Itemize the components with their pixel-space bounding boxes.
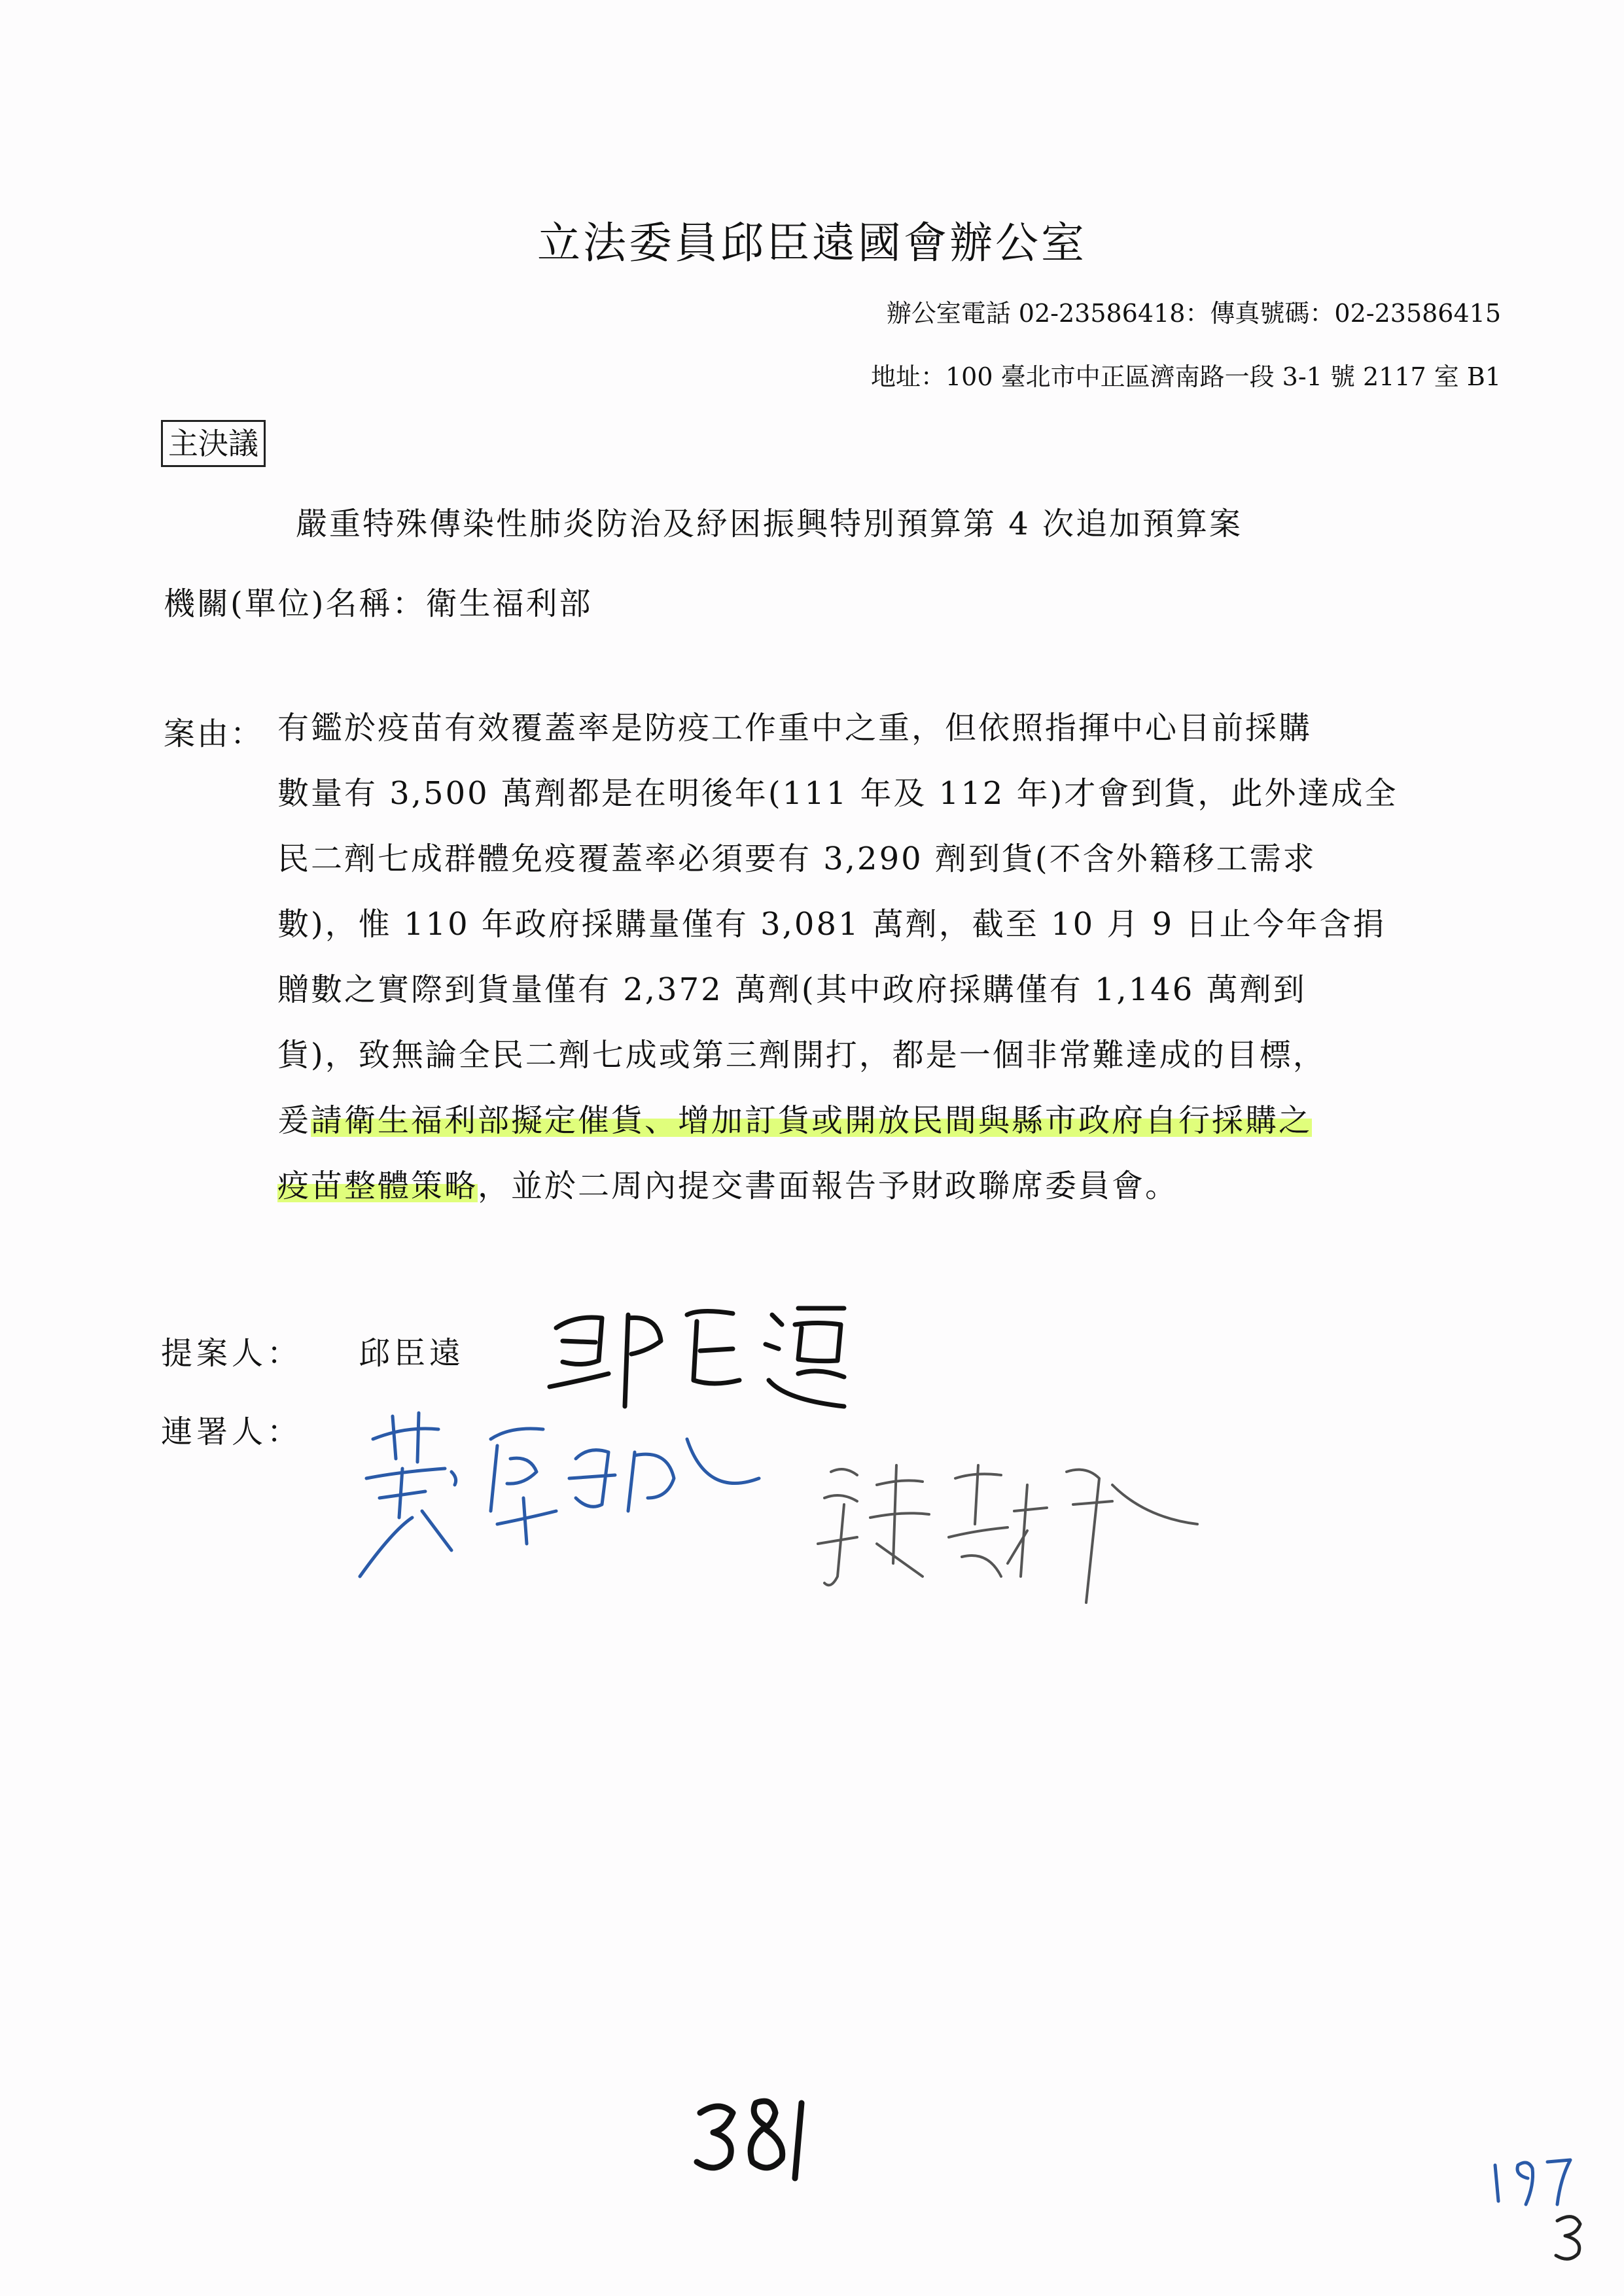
- reason-line-prefix: 爰: [277, 1102, 311, 1139]
- cosigner-signature-1: [340, 1400, 798, 1596]
- handwritten-page-number: [687, 2093, 818, 2185]
- highlighted-strategy: 疫苗整體策略: [277, 1168, 478, 1204]
- office-phone-line: 辦公室電話 02-23586418：傳真號碼：02-23586415: [886, 299, 1501, 328]
- reason-line: 貨)，致無論全民二劑七成或第三劑開打，都是一個非常難達成的目標，: [277, 1037, 1326, 1073]
- reason-line: [277, 1166, 1508, 1232]
- cosigner-signature-2: [805, 1446, 1210, 1616]
- reason-label: 案由：: [164, 716, 264, 752]
- office-title: 立法委員邱臣遠國會辦公室: [537, 218, 1087, 268]
- reason-body: [277, 708, 1508, 1232]
- reason-line: 數)，惟 110 年政府採購量僅有 3,081 萬劑，截至 10 月 9 日止今年含捐: [277, 906, 1386, 943]
- proposer-name: 邱臣遠: [359, 1335, 465, 1372]
- handwritten-corner-number: [1485, 2152, 1577, 2211]
- reason-line: 贈數之實際到貨量僅有 2,372 萬劑(其中政府採購僅有 1,146 萬劑到: [277, 971, 1307, 1008]
- proposer-label: 提案人：: [161, 1335, 303, 1372]
- reason-line: [277, 1101, 1508, 1166]
- resolution-label-box: 主決議: [161, 420, 266, 467]
- agency-line: 機關(單位)名稱：衛生福利部: [164, 585, 593, 622]
- budget-title: 嚴重特殊傳染性肺炎防治及紓困振興特別預算第 4 次追加預算案: [296, 506, 1243, 542]
- reason-line: 民二劑七成群體免疫覆蓋率必須要有 3,290 劑到貨(不含外籍移工需求: [277, 841, 1316, 877]
- office-address-line: 地址：100 臺北市中正區濟南路一段 3-1 號 2117 室 B1: [870, 362, 1501, 391]
- handwritten-corner-digit: [1551, 2211, 1590, 2263]
- cosigner-label: 連署人：: [161, 1414, 303, 1450]
- highlighted-request: 請衛生福利部擬定催貨、增加訂貨或開放民間與縣市政府自行採購之: [311, 1102, 1313, 1139]
- reason-line-suffix: ，並於二周內提交書面報告予財政聯席委員會。: [478, 1168, 1179, 1204]
- reason-line: 有鑑於疫苗有效覆蓋率是防疫工作重中之重，但依照指揮中心目前採購: [277, 710, 1313, 746]
- reason-line: 數量有 3,500 萬劑都是在明後年(111 年及 112 年)才會到貨，此外達成全: [277, 775, 1398, 812]
